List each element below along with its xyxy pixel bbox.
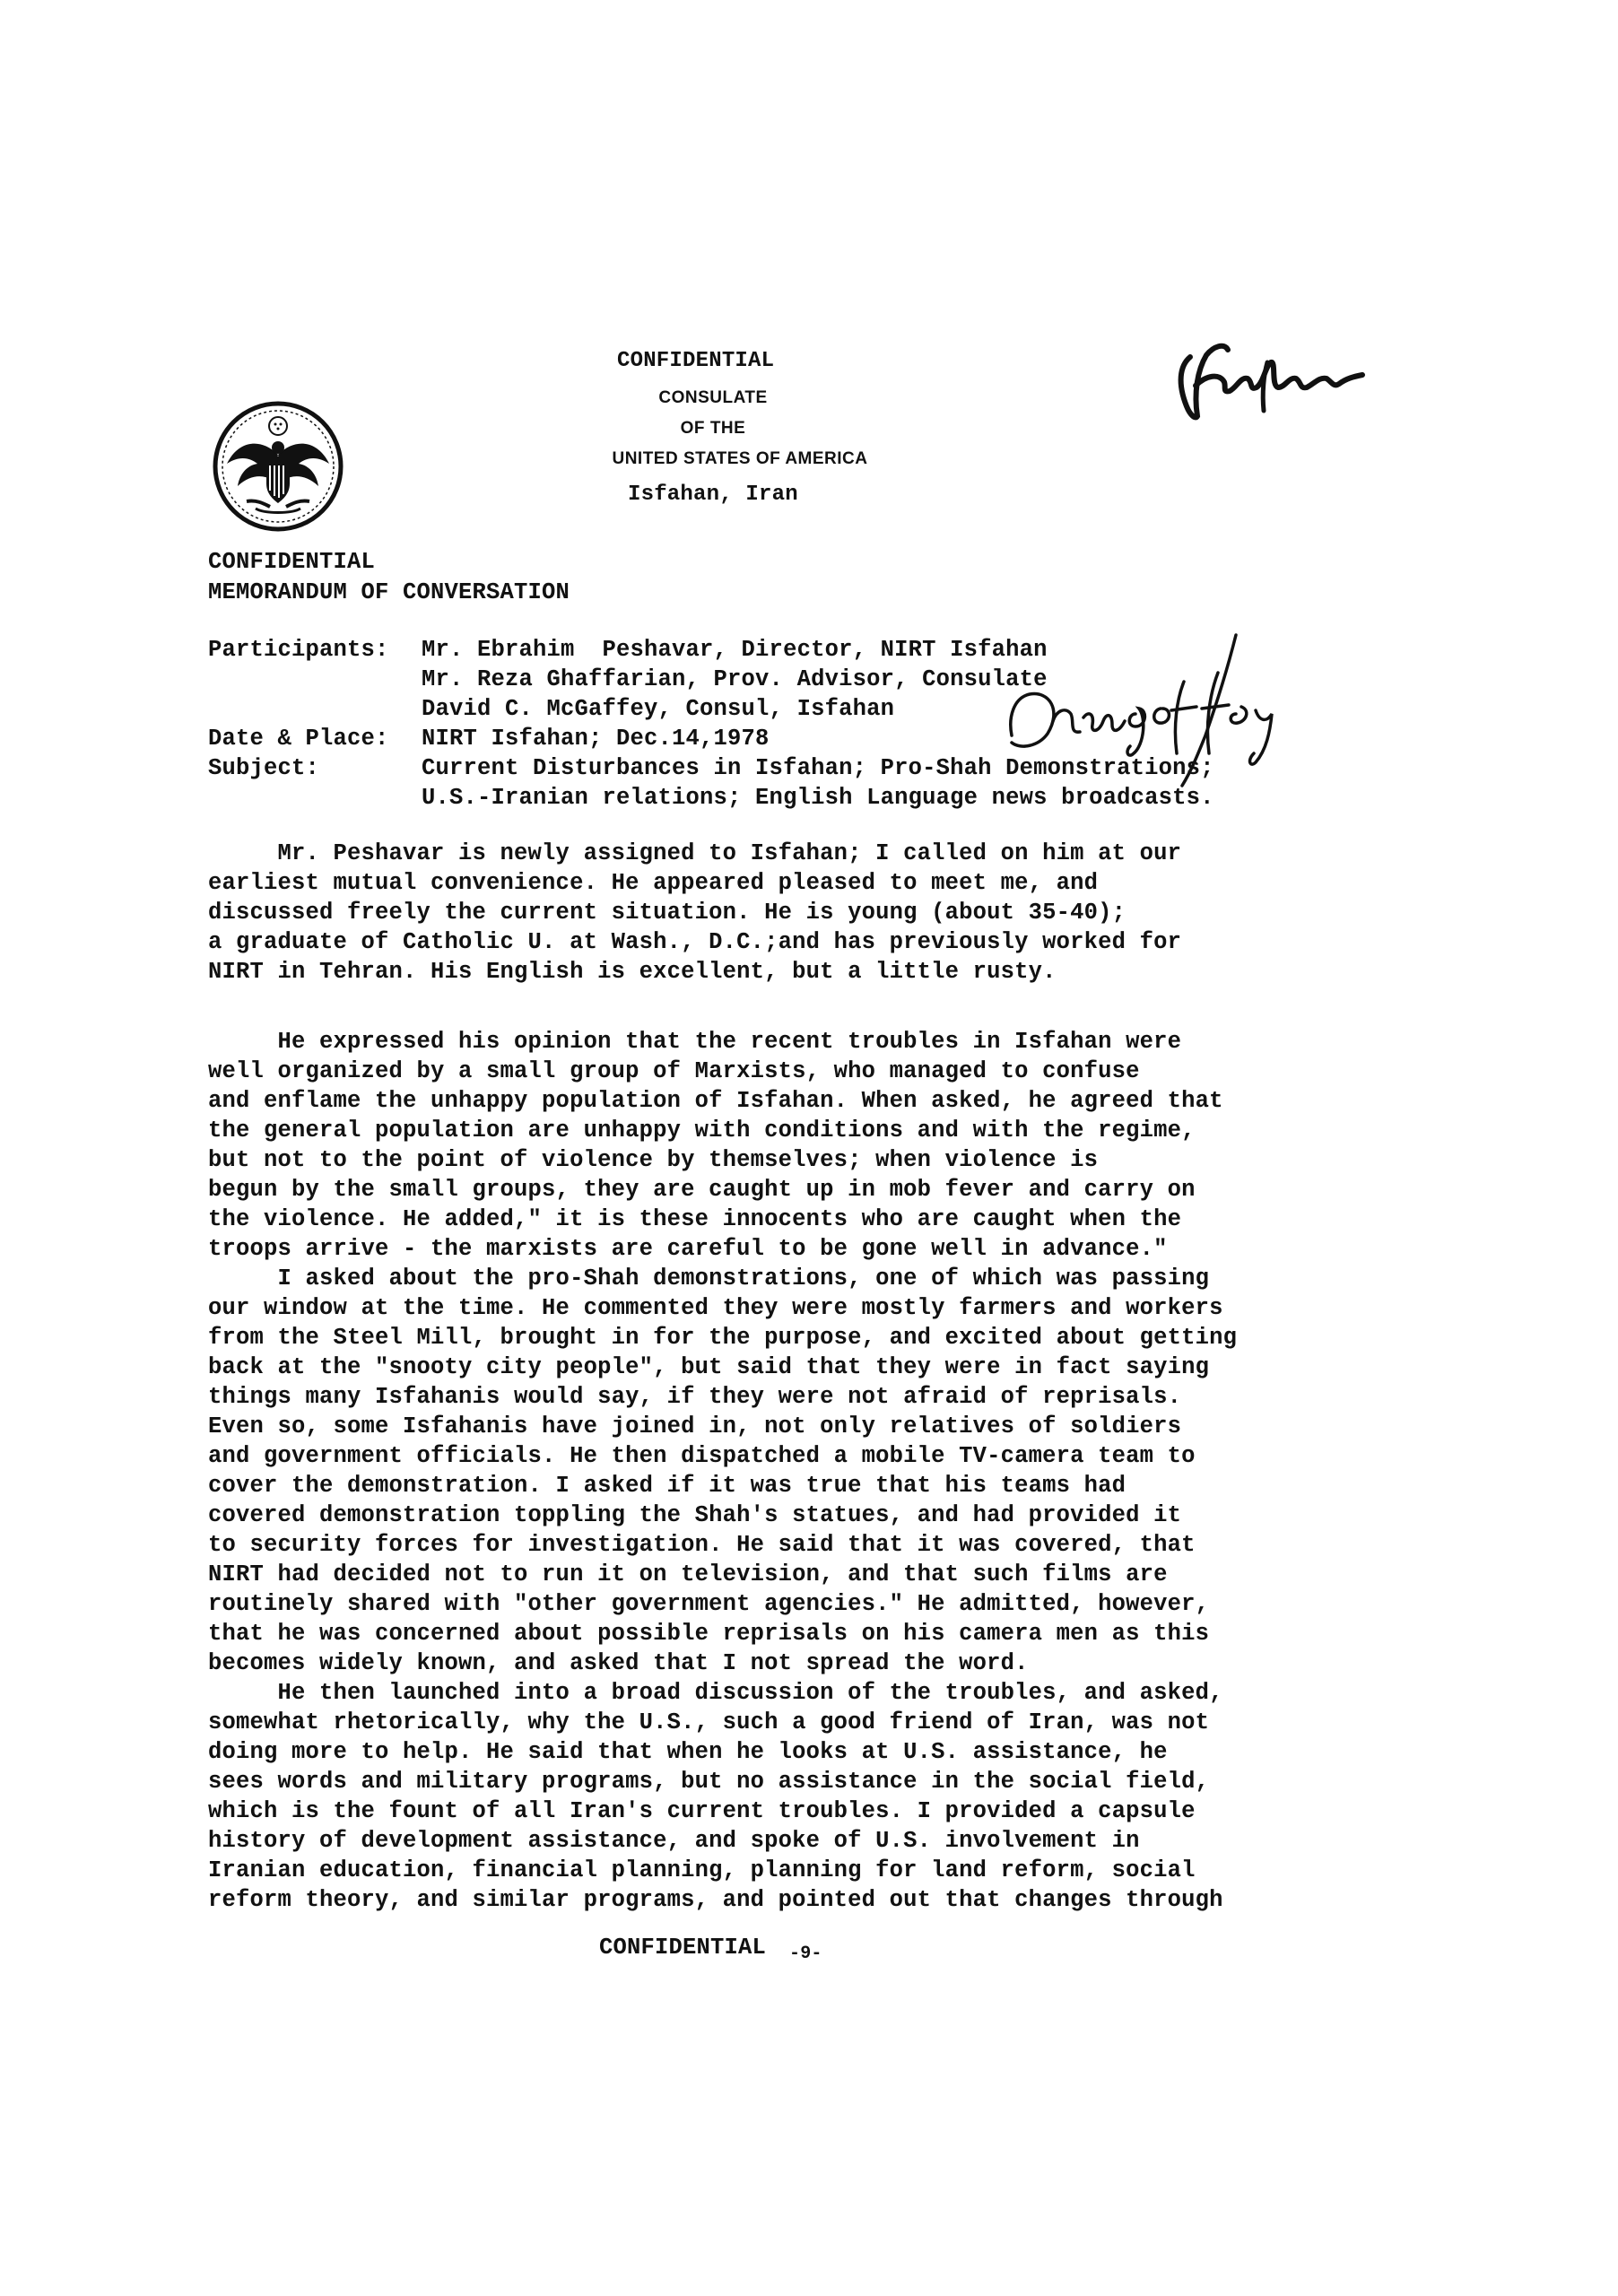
date-place-label: Date & Place: (208, 726, 389, 752)
text-line: from the Steel Mill, brought in for the purpose, and excited about getting (208, 1325, 1238, 1351)
memo-classification: CONFIDENTIAL (208, 549, 376, 575)
text-line: and enflame the unhappy population of Isfahan. When asked, he agreed that (208, 1088, 1223, 1114)
footer-classification: CONFIDENTIAL (599, 1935, 767, 1961)
text-line: the general population are unhappy with conditions and with the regime, (208, 1118, 1196, 1144)
text-line: our window at the time. He commented they were mostly farmers and workers (208, 1295, 1223, 1321)
text-line: cover the demonstration. I asked if it was true that his teams had (208, 1473, 1127, 1499)
participant-3: David C. McGaffey, Consul, Isfahan (422, 696, 895, 722)
top-classification: CONFIDENTIAL (617, 349, 775, 373)
text-line: a graduate of Catholic U. at Wash., D.C.;and has previously worked for (208, 929, 1182, 955)
text-line: sees words and military programs, but no assistance in the social field, (208, 1769, 1210, 1795)
text-line: somewhat rhetorically, why the U.S., such a good friend of Iran, was not (208, 1709, 1210, 1735)
text-line: which is the fount of all Iran's current troubles. I provided a capsule (208, 1798, 1196, 1824)
text-line: doing more to help. He said that when he looks at U.S. assistance, he (208, 1739, 1168, 1765)
subject-label: Subject: (208, 755, 320, 781)
text-line: things many Isfahanis would say, if they were not afraid of reprisals. (208, 1384, 1182, 1410)
participant-2: Mr. Reza Ghaffarian, Prov. Advisor, Consulate (422, 666, 1048, 692)
text-line: Mr. Peshavar is newly assigned to Isfahan; I called on him at our (208, 840, 1182, 866)
text-line: He then launched into a broad discussion of the troubles, and asked, (208, 1680, 1223, 1706)
body-paragraph-2 (208, 1027, 1464, 1915)
consulate-line-1: CONSULATE (658, 388, 768, 407)
body-paragraph-1 (208, 839, 1464, 987)
page-number: -9- (789, 1944, 822, 1964)
text-line: routinely shared with "other government agencies." He admitted, however, (208, 1591, 1210, 1617)
text-line: begun by the small groups, they are caught up in mob fever and carry on (208, 1177, 1196, 1203)
text-line: to security forces for investigation. He said that it was covered, that (208, 1532, 1196, 1558)
consul-signature (994, 628, 1303, 789)
memo-title: MEMORANDUM OF CONVERSATION (208, 579, 570, 605)
text-line: history of development assistance, and spoke of U.S. involvement in (208, 1828, 1140, 1854)
participant-1: Mr. Ebrahim Peshavar, Director, NIRT Isfahan (422, 637, 1048, 663)
text-line: Iranian education, financial planning, planning for land reform, social (208, 1857, 1196, 1883)
text-line: NIRT in Tehran. His English is excellent, but a little rusty. (208, 959, 1057, 985)
text-line: Even so, some Isfahanis have joined in, not only relatives of soldiers (208, 1413, 1182, 1439)
great-seal-icon (211, 401, 345, 532)
text-line: discussed freely the current situation. He is young (about 35-40); (208, 900, 1127, 926)
text-line: covered demonstration toppling the Shah's statues, and had provided it (208, 1502, 1182, 1528)
handwritten-isfahan-note (1170, 330, 1368, 427)
subject-line-2: U.S.-Iranian relations; English Language news broadcasts. (422, 785, 1214, 811)
text-line: well organized by a small group of Marxists, who managed to confuse (208, 1058, 1140, 1084)
text-line: but not to the point of violence by themselves; when violence is (208, 1147, 1099, 1173)
text-line: NIRT had decided not to run it on television, and that such films are (208, 1561, 1168, 1587)
date-place-value: NIRT Isfahan; Dec.14,1978 (422, 726, 770, 752)
text-line: and government officials. He then dispatched a mobile TV-camera team to (208, 1443, 1196, 1469)
participants-label: Participants: (208, 637, 389, 663)
text-line: troops arrive - the marxists are careful to be gone well in advance." (208, 1236, 1168, 1262)
text-line: becomes widely known, and asked that I not spread the word. (208, 1650, 1029, 1676)
text-line: He expressed his opinion that the recent troubles in Isfahan were (208, 1029, 1182, 1055)
subject-line-1: Current Disturbances in Isfahan; Pro-Shah Demonstrations; (422, 755, 1214, 781)
text-line: earliest mutual convenience. He appeared pleased to meet me, and (208, 870, 1099, 896)
consulate-location: Isfahan, Iran (628, 483, 798, 507)
consulate-line-3: UNITED STATES OF AMERICA (612, 449, 868, 468)
text-line: back at the "snooty city people", but said that they were in fact saying (208, 1354, 1210, 1380)
text-line: I asked about the pro-Shah demonstrations, one of which was passing (208, 1265, 1210, 1292)
consulate-line-2: OF THE (680, 419, 746, 438)
text-line: the violence. He added," it is these innocents who are caught when the (208, 1206, 1182, 1232)
text-line: that he was concerned about possible reprisals on his camera men as this (208, 1621, 1210, 1647)
text-line: reform theory, and similar programs, and pointed out that changes through (208, 1887, 1223, 1913)
